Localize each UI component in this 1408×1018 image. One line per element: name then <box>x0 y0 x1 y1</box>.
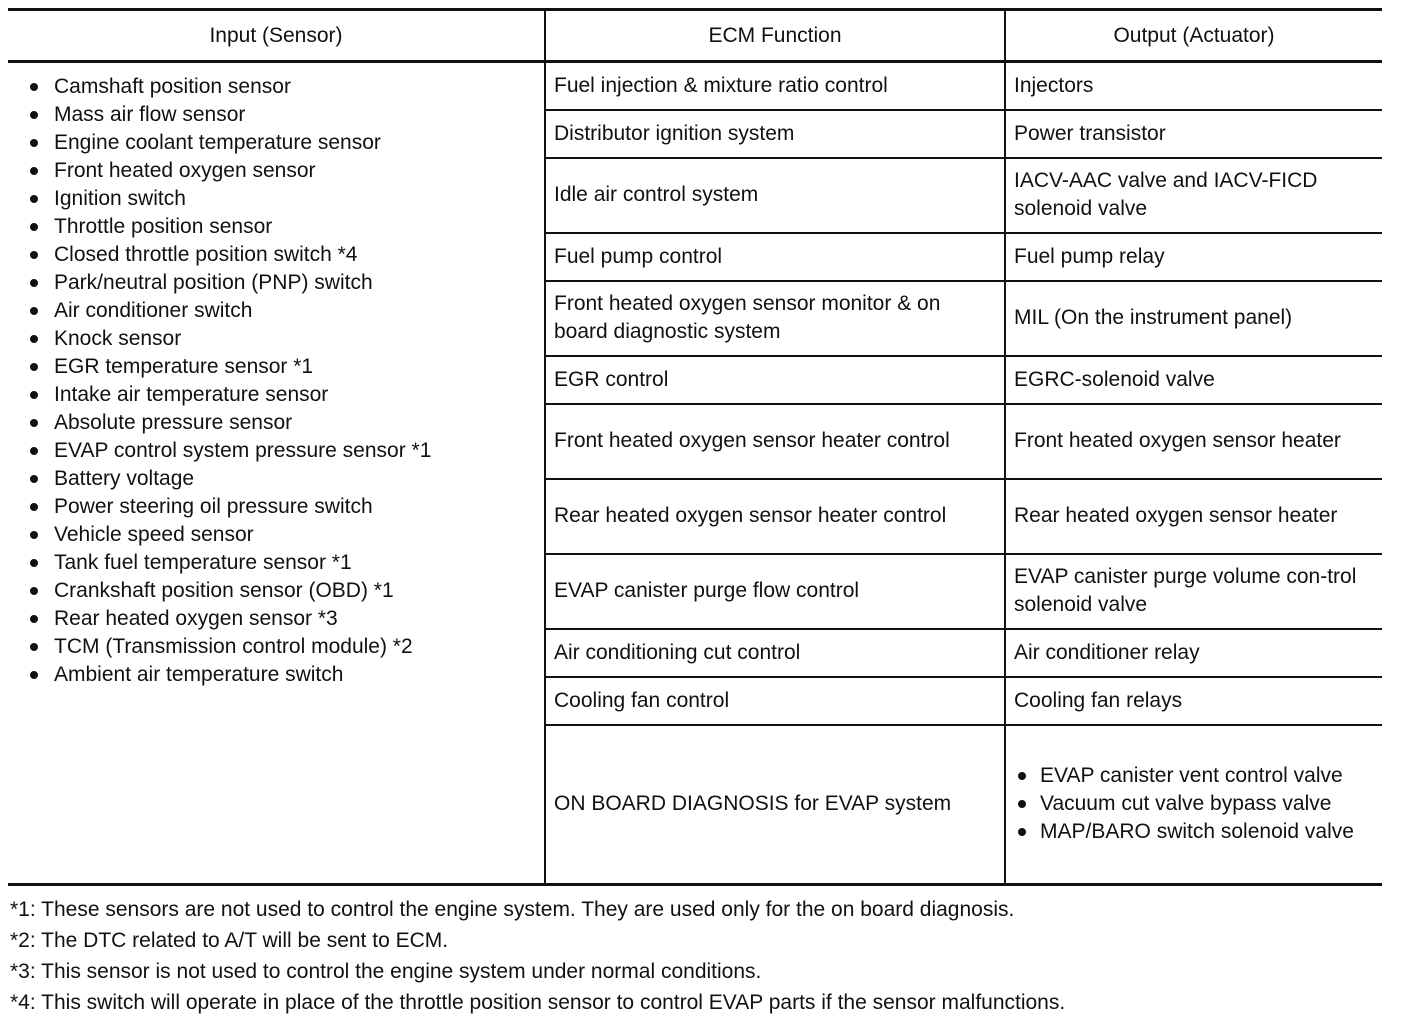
list-item: Throttle position sensor <box>26 213 544 241</box>
list-item: Engine coolant temperature sensor <box>26 129 544 157</box>
ecm-function-cell: Distributor ignition system <box>545 110 1005 158</box>
input-sensor-list <box>26 73 544 689</box>
list-item: Mass air flow sensor <box>26 101 544 129</box>
bullet-icon <box>30 587 38 595</box>
ecm-function-cell: Fuel pump control <box>545 233 1005 281</box>
ecm-function-cell: Cooling fan control <box>545 677 1005 725</box>
header-input: Input (Sensor) <box>8 10 545 62</box>
list-item: Ambient air temperature switch <box>26 661 544 689</box>
bullet-icon <box>30 559 38 567</box>
ecm-function-cell: EVAP canister purge flow control <box>545 554 1005 629</box>
actuator-output-cell: Air conditioner relay <box>1005 629 1382 677</box>
footnote: *2: The DTC related to A/T will be sent to ECM. <box>10 929 449 952</box>
bullet-icon <box>30 139 38 147</box>
bullet-icon <box>30 251 38 259</box>
bullet-icon <box>30 475 38 483</box>
ecm-io-sheet <box>8 8 1382 1018</box>
input-sensor-list-cell <box>8 62 545 885</box>
bullet-icon <box>1018 828 1026 836</box>
footnotes <box>8 894 1382 1018</box>
bullet-icon <box>30 83 38 91</box>
list-item: Power steering oil pressure switch <box>26 493 544 521</box>
ecm-function-cell: Air conditioning cut control <box>545 629 1005 677</box>
header-row <box>8 10 1382 62</box>
bullet-icon <box>30 223 38 231</box>
list-item: EVAP control system pressure sensor *1 <box>26 437 544 465</box>
ecm-function-cell: Front heated oxygen sensor monitor & on board diagnostic system <box>545 281 1005 356</box>
list-item: Intake air temperature sensor <box>26 381 544 409</box>
ecm-function-cell: EGR control <box>545 356 1005 404</box>
bullet-icon <box>30 391 38 399</box>
bullet-icon <box>30 503 38 511</box>
bullet-icon <box>30 167 38 175</box>
actuator-output-cell: Power transistor <box>1005 110 1382 158</box>
ecm-function-cell: Rear heated oxygen sensor heater control <box>545 479 1005 554</box>
list-item: Air conditioner switch <box>26 297 544 325</box>
list-item: Front heated oxygen sensor <box>26 157 544 185</box>
list-item: Tank fuel temperature sensor *1 <box>26 549 544 577</box>
ecm-io-table <box>8 8 1382 886</box>
list-item: MAP/BARO switch solenoid valve <box>1014 818 1374 846</box>
actuator-output-cell <box>1005 725 1382 885</box>
actuator-output-cell: Fuel pump relay <box>1005 233 1382 281</box>
list-item: Vacuum cut valve bypass valve <box>1014 790 1374 818</box>
bullet-icon <box>30 643 38 651</box>
actuator-output-cell: Injectors <box>1005 62 1382 110</box>
list-item: Rear heated oxygen sensor *3 <box>26 605 544 633</box>
actuator-output-cell: Rear heated oxygen sensor heater <box>1005 479 1382 554</box>
list-item: Knock sensor <box>26 325 544 353</box>
actuator-output-cell: Front heated oxygen sensor heater <box>1005 404 1382 479</box>
bullet-icon <box>30 111 38 119</box>
list-item: TCM (Transmission control module) *2 <box>26 633 544 661</box>
list-item: Camshaft position sensor <box>26 73 544 101</box>
list-item: Ignition switch <box>26 185 544 213</box>
footnote: *1: These sensors are not used to control the engine system. They are used only for the on board diagnosis. <box>10 898 1015 921</box>
ecm-function-cell: Front heated oxygen sensor heater control <box>545 404 1005 479</box>
footnote: *4: This switch will operate in place of the throttle position sensor to control EVAP parts if the sensor malfunctions. <box>10 991 1066 1014</box>
list-item: Crankshaft position sensor (OBD) *1 <box>26 577 544 605</box>
list-item: Closed throttle position switch *4 <box>26 241 544 269</box>
bullet-icon <box>30 615 38 623</box>
ecm-function-cell: Idle air control system <box>545 158 1005 233</box>
bullet-icon <box>1018 772 1026 780</box>
list-item: Battery voltage <box>26 465 544 493</box>
bullet-icon <box>30 363 38 371</box>
bullet-icon <box>30 307 38 315</box>
list-item: EVAP canister vent control valve <box>1014 762 1374 790</box>
bullet-icon <box>30 335 38 343</box>
bullet-icon <box>30 671 38 679</box>
ecm-function-cell: Fuel injection & mixture ratio control <box>545 62 1005 110</box>
list-item: Vehicle speed sensor <box>26 521 544 549</box>
actuator-output-cell: MIL (On the instrument panel) <box>1005 281 1382 356</box>
list-item: Absolute pressure sensor <box>26 409 544 437</box>
evap-output-list <box>1014 762 1374 846</box>
bullet-icon <box>30 447 38 455</box>
list-item: EGR temperature sensor *1 <box>26 353 544 381</box>
table-row <box>8 62 1382 110</box>
actuator-output-cell: EVAP canister purge volume con-trol solenoid valve <box>1005 554 1382 629</box>
bullet-icon <box>30 531 38 539</box>
bullet-icon <box>1018 800 1026 808</box>
footnote: *3: This sensor is not used to control the engine system under normal conditions. <box>10 960 762 983</box>
actuator-output-cell: Cooling fan relays <box>1005 677 1382 725</box>
header-output: Output (Actuator) <box>1005 10 1382 62</box>
ecm-function-cell: ON BOARD DIAGNOSIS for EVAP system <box>545 725 1005 885</box>
header-function: ECM Function <box>545 10 1005 62</box>
list-item: Park/neutral position (PNP) switch <box>26 269 544 297</box>
actuator-output-cell: EGRC-solenoid valve <box>1005 356 1382 404</box>
bullet-icon <box>30 195 38 203</box>
bullet-icon <box>30 279 38 287</box>
bullet-icon <box>30 419 38 427</box>
actuator-output-cell: IACV-AAC valve and IACV-FICD solenoid valve <box>1005 158 1382 233</box>
